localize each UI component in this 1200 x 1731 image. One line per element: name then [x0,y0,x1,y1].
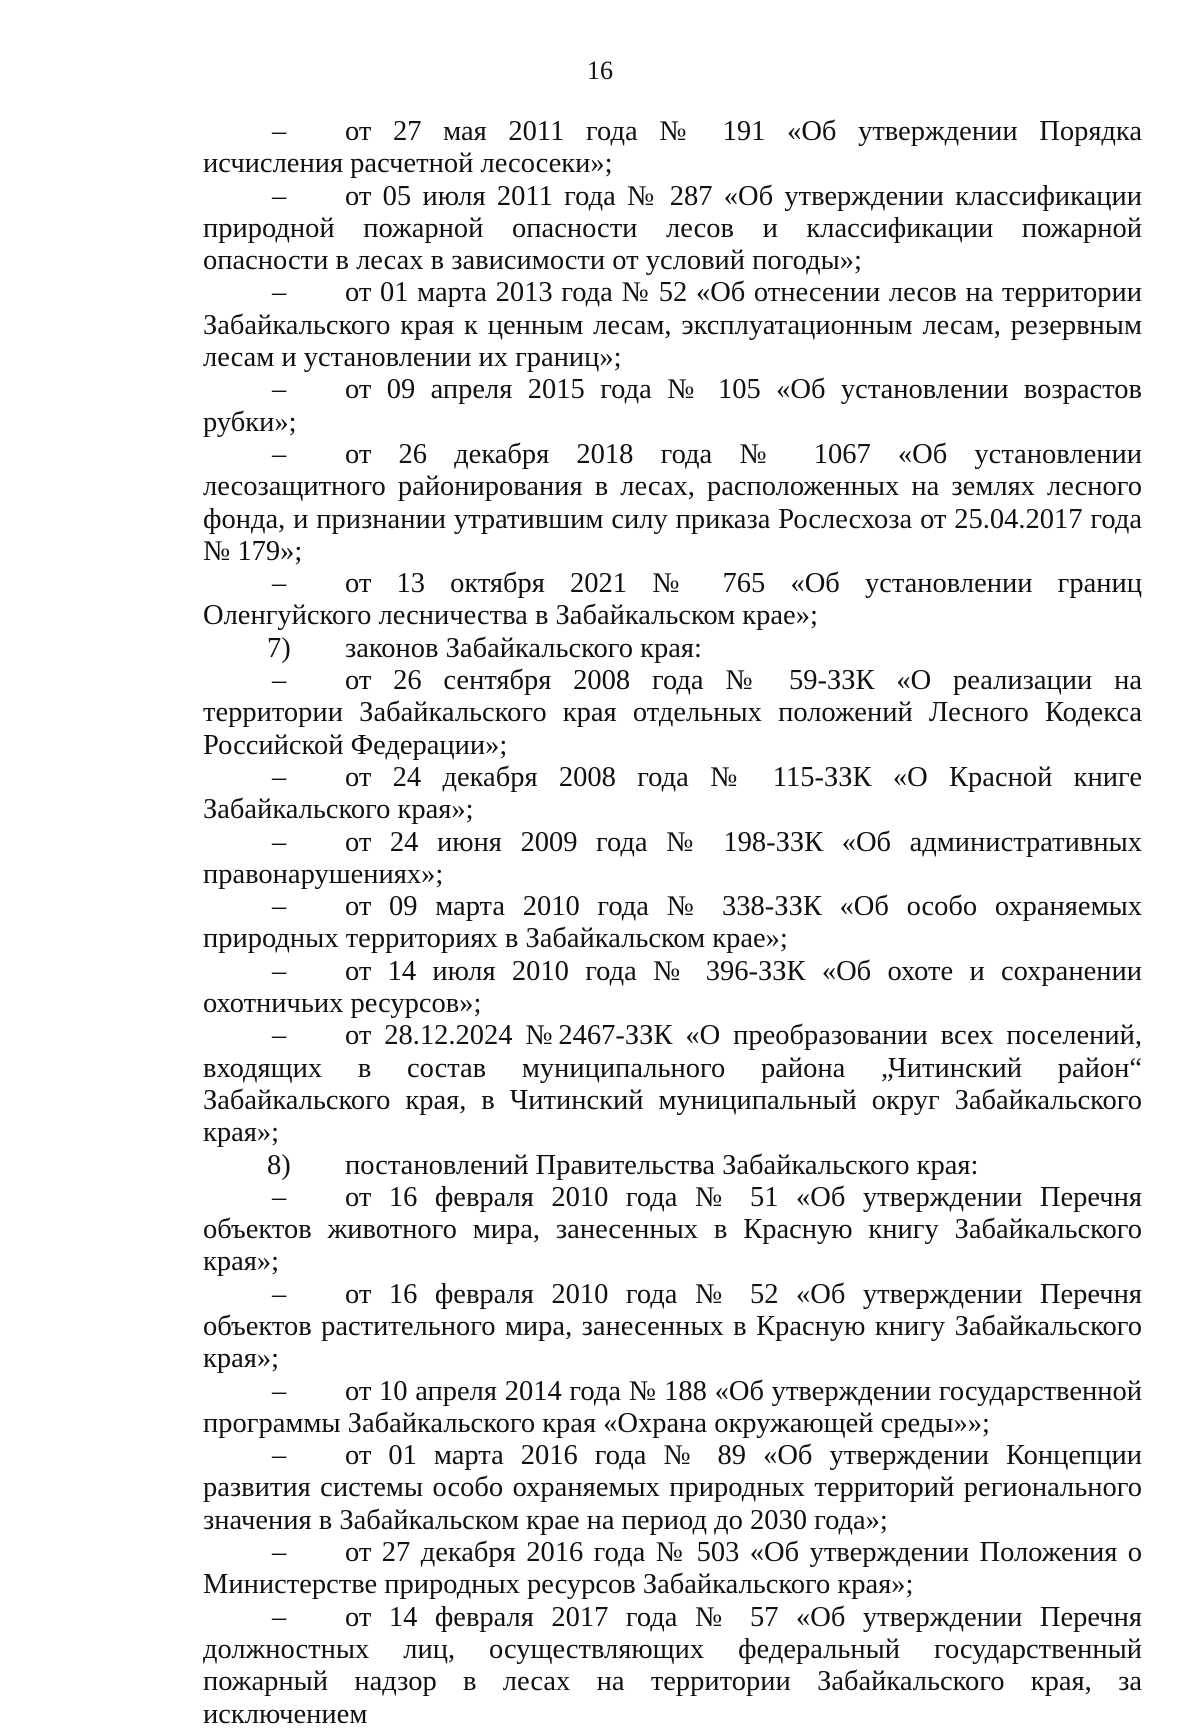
list-marker: – [272,1537,287,1569]
list-item [203,1602,1142,1731]
list-item [203,956,1142,1021]
list-item [203,1537,1142,1602]
list-marker: – [272,116,287,147]
list-marker: – [272,665,287,697]
section-item [203,633,1142,665]
list-item-text: от 13 октября 2021 № 765 «Об установлении границ Оленгуйского лесничества в Забайкальском крае»; [203,568,1142,632]
list-marker: – [272,1181,287,1213]
list-item [203,568,1142,633]
list-marker: – [272,1020,287,1052]
list-item-text: от 16 февраля 2010 года № 52 «Об утверждении Перечня объектов растительного мира, занесенных в Красную книгу Забайкальского края»; [203,1278,1142,1375]
list-item [203,1279,1142,1376]
document-body [203,116,1142,1731]
list-item [203,116,1142,181]
list-marker: – [272,568,287,600]
list-item [203,1020,1142,1149]
list-item [203,374,1142,439]
list-item-text: от 10 апреля 2014 года № 188 «Об утверждении государственной программы Забайкальского края «Охрана окружающей среды»»; [203,1375,1142,1439]
list-item-text: от 01 марта 2013 года № 52 «Об отнесении лесов на территории Забайкальского края к ценным лесам, эксплуатационным лесам, резервным лесам и установлении их границ»; [203,277,1142,374]
list-item [203,277,1142,374]
list-item [203,762,1142,827]
list-marker: – [272,891,287,923]
list-item [203,1376,1142,1441]
list-item-text: от 27 мая 2011 года № 191 «Об утверждении Порядка исчисления расчетной лесосеки»; [203,116,1142,180]
list-item [203,181,1142,278]
list-item-text: от 09 марта 2010 года № 338-ЗЗК «Об особо охраняемых природных территориях в Забайкальском крае»; [203,891,1142,955]
list-item-text: от 16 февраля 2010 года № 51 «Об утверждении Перечня объектов животного мира, занесенных в Красную книгу Забайкальского края»; [203,1181,1142,1278]
list-marker: – [272,1278,287,1310]
section-heading: постановлений Правительства Забайкальского края: [345,1149,979,1181]
list-marker: – [272,1601,287,1633]
section-number: 8) [267,1149,291,1181]
list-item [203,827,1142,892]
list-item-text: от 14 июля 2010 года № 396-ЗЗК «Об охоте и сохранении охотничьих ресурсов»; [203,955,1142,1020]
list-marker: – [272,955,287,987]
list-item-text: от 14 февраля 2017 года № 57 «Об утверждении Перечня должностных лиц, осуществляющих федеральный государственный пожарный надзор в лесах на территории Забайкальского края, за исключением [203,1601,1142,1730]
list-item-text: от 05 июля 2011 года № 287 «Об утверждении классификации природной пожарной опасности лесов и классификации пожарной опасности в лесах в зависимости от условий погоды»; [203,180,1142,277]
list-item-text: от 09 апреля 2015 года № 105 «Об установлении возрастов рубки»; [203,374,1142,438]
list-item [203,891,1142,956]
list-item-text: от 26 декабря 2018 года № 1067 «Об установлении лесозащитного районирования в лесах, расположенных на землях лесного фонда, и признании утратившим силу приказа Рослесхоза от 25.04.2017 года № 179»; [203,438,1142,567]
list-item [203,665,1142,762]
section-heading: законов Забайкальского края: [345,632,702,664]
list-item [203,1440,1142,1537]
list-marker: – [272,374,287,406]
page-number: 16 [587,56,613,85]
list-item-text: от 24 декабря 2008 года № 115-ЗЗК «О Красной книге Забайкальского края»; [203,761,1142,826]
list-marker: – [272,180,287,212]
section-item [203,1150,1142,1182]
section-number: 7) [267,632,291,664]
list-marker: – [272,761,287,793]
list-marker: – [272,277,287,309]
list-marker: – [272,438,287,470]
list-marker: – [272,826,287,858]
list-marker: – [272,1440,287,1472]
list-item-text: от 28.12.2024 №2467-ЗЗК «О преобразовании всех поселений, входящих в состав муниципального района „Читинский район“ Забайкальского края, в Читинский муниципальный округ Забайкальского края»; [203,1020,1142,1149]
list-marker: – [272,1375,287,1407]
list-item-text: от 27 декабря 2016 года № 503 «Об утверждении Положения о Министерстве природных ресурсов Забайкальского края»; [203,1537,1142,1601]
list-item-text: от 01 марта 2016 года № 89 «Об утверждении Концепции развития системы особо охраняемых природных территорий регионального значения в Забайкальском крае на период до 2030 года»; [203,1440,1142,1536]
list-item-text: от 26 сентября 2008 года № 59-ЗЗК «О реализации на территории Забайкальского края отдельных положений Лесного Кодекса Российской Федерации»; [203,665,1142,761]
list-item [203,439,1142,568]
list-item [203,1182,1142,1279]
list-item-text: от 24 июня 2009 года № 198-ЗЗК «Об административных правонарушениях»; [203,826,1142,890]
